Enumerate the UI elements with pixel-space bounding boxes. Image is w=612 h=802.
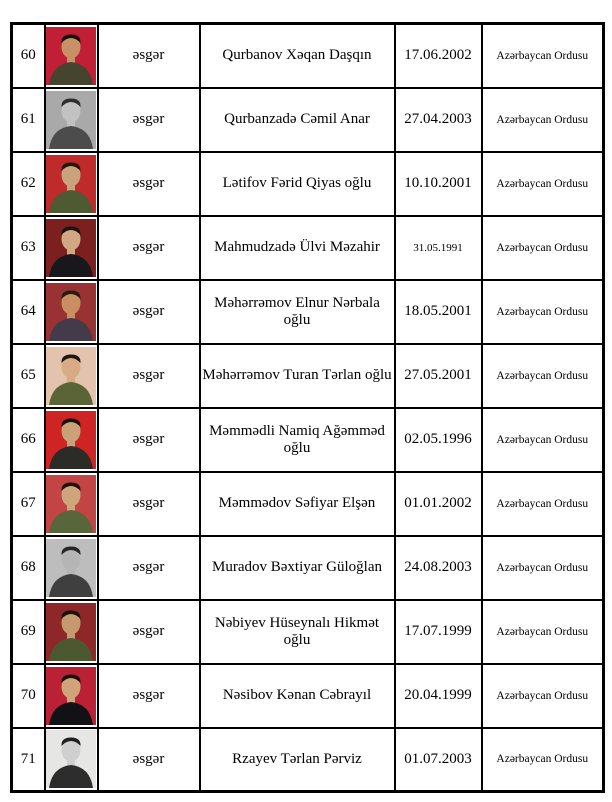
row-number: 65 — [12, 344, 45, 408]
birth-date-cell: 27.05.2001 — [395, 344, 482, 408]
table-row — [12, 88, 604, 152]
table-row — [12, 24, 604, 88]
table-row — [12, 664, 604, 728]
portrait-photo — [46, 283, 96, 341]
photo-cell — [45, 408, 98, 472]
name-cell: Qurbanov Xəqan Daşqın — [200, 24, 395, 88]
army-cell: Azərbaycan Ordusu — [482, 280, 604, 344]
army-cell: Azərbaycan Ordusu — [482, 664, 604, 728]
birth-date-cell: 31.05.1991 — [395, 216, 482, 280]
birth-date-cell: 17.07.1999 — [395, 600, 482, 664]
row-number: 69 — [12, 600, 45, 664]
rank-cell: əsgər — [98, 152, 200, 216]
table-row — [12, 152, 604, 216]
name-cell: Lətifov Fərid Qiyas oğlu — [200, 152, 395, 216]
army-cell: Azərbaycan Ordusu — [482, 408, 604, 472]
portrait-photo — [46, 219, 96, 277]
army-cell: Azərbaycan Ordusu — [482, 600, 604, 664]
rank-cell: əsgər — [98, 664, 200, 728]
rank-cell: əsgər — [98, 472, 200, 536]
portrait-photo — [46, 27, 96, 85]
portrait-photo — [46, 91, 96, 149]
row-number: 63 — [12, 216, 45, 280]
table-row — [12, 472, 604, 536]
army-cell: Azərbaycan Ordusu — [482, 536, 604, 600]
rank-cell: əsgər — [98, 24, 200, 88]
name-cell: Məmmədli Namiq Ağəmməd oğlu — [200, 408, 395, 472]
rank-cell: əsgər — [98, 344, 200, 408]
name-cell: Məmmədov Səfiyar Elşən — [200, 472, 395, 536]
portrait-photo — [46, 155, 96, 213]
rank-cell: əsgər — [98, 728, 200, 792]
row-number: 64 — [12, 280, 45, 344]
photo-cell — [45, 88, 98, 152]
birth-date-cell: 24.08.2003 — [395, 536, 482, 600]
army-cell: Azərbaycan Ordusu — [482, 472, 604, 536]
table-row — [12, 728, 604, 792]
army-cell: Azərbaycan Ordusu — [482, 24, 604, 88]
rank-cell: əsgər — [98, 536, 200, 600]
table-row — [12, 408, 604, 472]
name-cell: Mahmudzadə Ülvi Məzahir — [200, 216, 395, 280]
row-number: 60 — [12, 24, 45, 88]
name-cell: Nəsibov Kənan Cəbrayıl — [200, 664, 395, 728]
army-cell: Azərbaycan Ordusu — [482, 216, 604, 280]
birth-date-cell: 17.06.2002 — [395, 24, 482, 88]
portrait-photo — [46, 411, 96, 469]
photo-cell — [45, 152, 98, 216]
army-cell: Azərbaycan Ordusu — [482, 152, 604, 216]
photo-cell — [45, 664, 98, 728]
rank-cell: əsgər — [98, 408, 200, 472]
army-cell: Azərbaycan Ordusu — [482, 88, 604, 152]
rank-cell: əsgər — [98, 216, 200, 280]
birth-date-cell: 20.04.1999 — [395, 664, 482, 728]
photo-cell — [45, 216, 98, 280]
table-row — [12, 600, 604, 664]
portrait-photo — [46, 667, 96, 725]
portrait-photo — [46, 730, 96, 788]
name-cell: Muradov Bəxtiyar Güloğlan — [200, 536, 395, 600]
row-number: 66 — [12, 408, 45, 472]
row-number: 61 — [12, 88, 45, 152]
portrait-photo — [46, 539, 96, 597]
army-cell: Azərbaycan Ordusu — [482, 728, 604, 792]
name-cell: Məhərrəmov Elnur Nərbala oğlu — [200, 280, 395, 344]
row-number: 71 — [12, 728, 45, 792]
photo-cell — [45, 728, 98, 792]
name-cell: Məhərrəmov Turan Tərlan oğlu — [200, 344, 395, 408]
name-cell: Qurbanzadə Cəmil Anar — [200, 88, 395, 152]
name-cell: Nəbiyev Hüseynalı Hikmət oğlu — [200, 600, 395, 664]
birth-date-cell: 01.07.2003 — [395, 728, 482, 792]
birth-date-cell: 01.01.2002 — [395, 472, 482, 536]
row-number: 67 — [12, 472, 45, 536]
photo-cell — [45, 600, 98, 664]
rank-cell: əsgər — [98, 600, 200, 664]
photo-cell — [45, 536, 98, 600]
table-row — [12, 280, 604, 344]
birth-date-cell: 27.04.2003 — [395, 88, 482, 152]
photo-cell — [45, 472, 98, 536]
row-number: 70 — [12, 664, 45, 728]
rank-cell: əsgər — [98, 88, 200, 152]
army-cell: Azərbaycan Ordusu — [482, 344, 604, 408]
table-body — [12, 24, 604, 792]
birth-date-cell: 18.05.2001 — [395, 280, 482, 344]
portrait-photo — [46, 603, 96, 661]
birth-date-cell: 10.10.2001 — [395, 152, 482, 216]
soldiers-table — [10, 22, 605, 793]
photo-cell — [45, 344, 98, 408]
photo-cell — [45, 280, 98, 344]
row-number: 62 — [12, 152, 45, 216]
table-row — [12, 216, 604, 280]
row-number: 68 — [12, 536, 45, 600]
birth-date-cell: 02.05.1996 — [395, 408, 482, 472]
portrait-photo — [46, 347, 96, 405]
table-row — [12, 344, 604, 408]
name-cell: Rzayev Tərlan Pərviz — [200, 728, 395, 792]
table-row — [12, 536, 604, 600]
photo-cell — [45, 24, 98, 88]
rank-cell: əsgər — [98, 280, 200, 344]
portrait-photo — [46, 475, 96, 533]
